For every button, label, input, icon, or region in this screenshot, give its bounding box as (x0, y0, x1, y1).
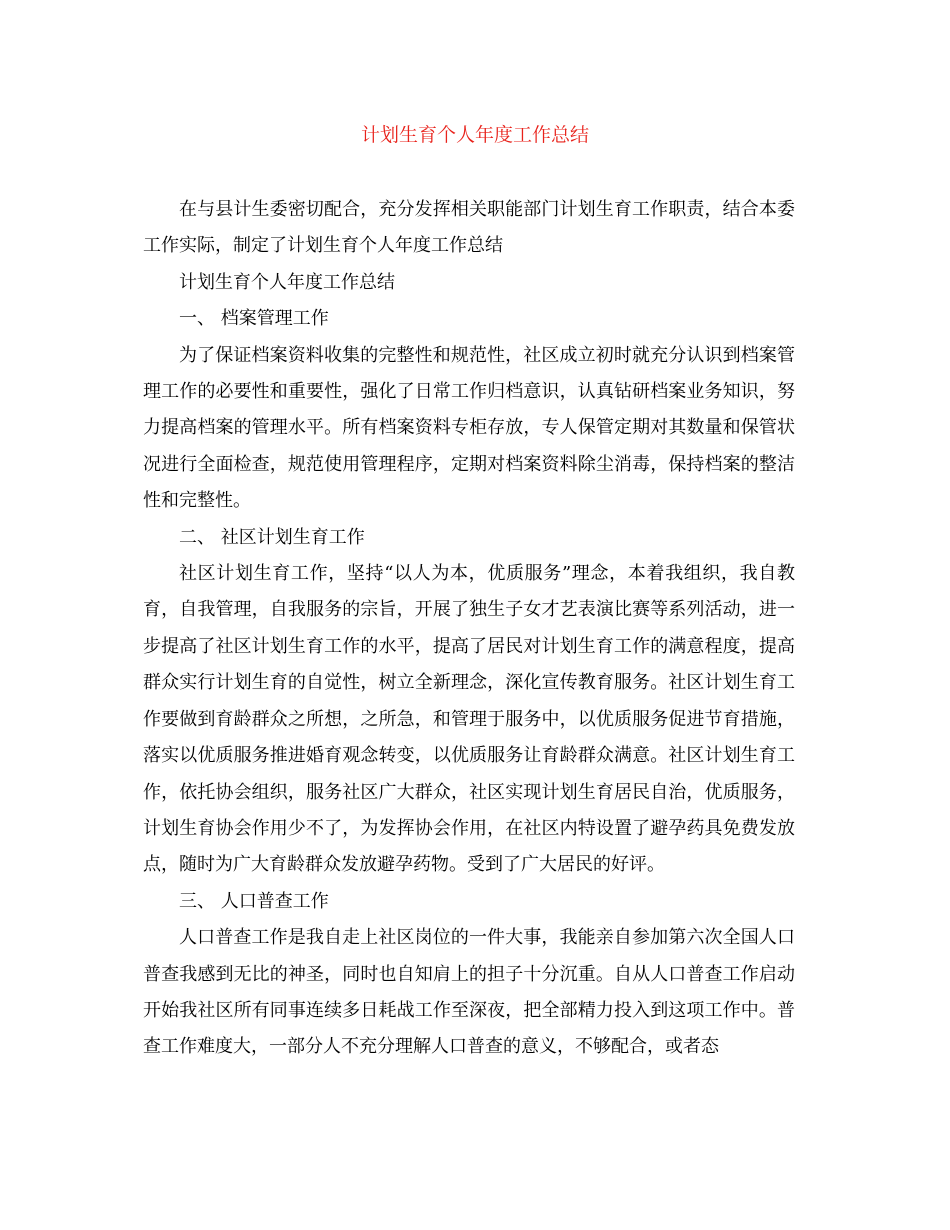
census-paragraph: 人口普查工作是我自走上社区岗位的一件大事，我能亲自参加第六次全国人口普查我感到无比的神圣，同时也自知肩上的担子十分沉重。自从人口普查工作启动开始我社区所有同事连续多日耗战工作至深夜，把全部精力投入到这项工作中。普查工作难度大，一部分人不充分理解人口普查的意义，不够配合，或者态 (143, 927, 795, 1058)
document-title: 计划生育个人年度工作总结 (360, 124, 589, 146)
section-heading-census: 三、 人口普查工作 (179, 890, 329, 912)
community-family-planning-paragraph: 社区计划生育工作，坚持“以人为本，优质服务”理念，本着我组织，我自教育，自我管理，自我服务的宗旨，开展了独生子女才艺表演比赛等系列活动，进一步提高了社区计划生育工作的水平，提高了居民对计划生育工作的满意程度，提高群众实行计划生育的自觉性，树立全新理念，深化宣传教育服务。社区计划生育工作要做到育龄群众之所想，之所急，和管理于服务中，以优质服务促进节育措施，落实以优质服务推进婚育观念转变，以优质服务让育龄群众满意。社区计划生育工作，依托协会组织，服务社区广大群众，社区实现计划生育居民自治，优质服务，计划生育协会作用少不了，为发挥协会作用，在社区内特设置了避孕药具免费发放点，随时为广大育龄群众发放避孕药物。受到了广大居民的好评。 (143, 563, 795, 876)
section-heading-archives: 一、 档案管理工作 (179, 308, 329, 330)
subtitle-paragraph: 计划生育个人年度工作总结 (179, 271, 395, 293)
intro-paragraph: 在与县计生委密切配合，充分发挥相关职能部门计划生育工作职责，结合本委工作实际，制定了计划生育个人年度工作总结 (143, 199, 795, 257)
document-body (143, 192, 795, 1066)
archives-paragraph: 为了保证档案资料收集的完整性和规范性，社区成立初时就充分认识到档案管理工作的必要性和重要性，强化了日常工作归档意识，认真钻研档案业务知识，努力提高档案的管理水平。所有档案资料专柜存放，专人保管定期对其数量和保管状况进行全面检查，规范使用管理程序，定期对档案资料除尘消毒，保持档案的整洁性和完整性。 (143, 344, 795, 512)
section-heading-community-family-planning: 二、 社区计划生育工作 (179, 526, 365, 548)
